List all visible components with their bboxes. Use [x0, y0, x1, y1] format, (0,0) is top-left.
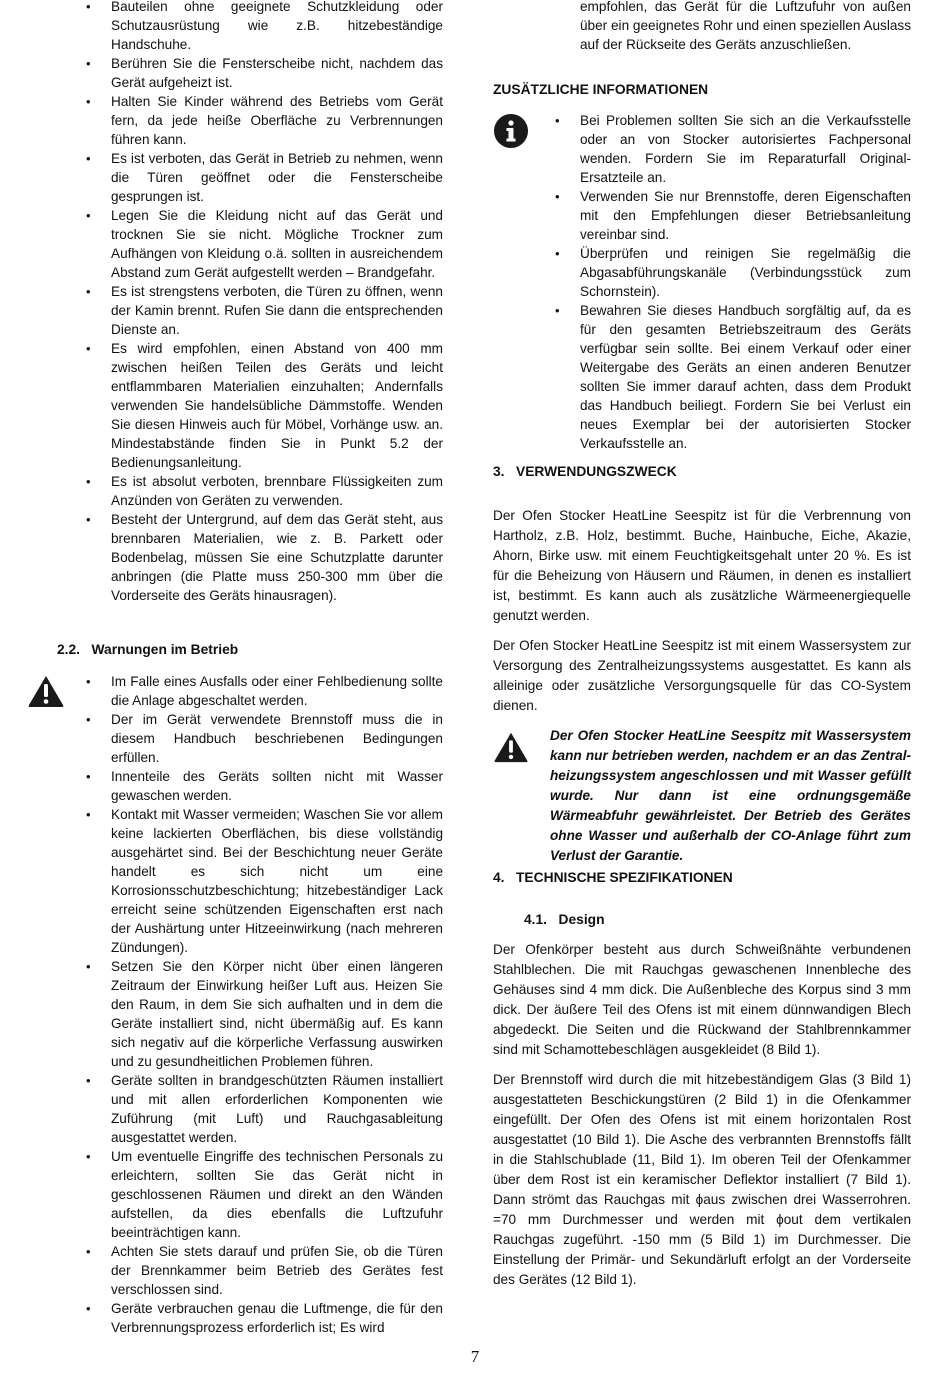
- section-4-1-heading: 4.1. Design: [524, 912, 605, 927]
- list-item: • Achten Sie stets darauf und prüfen Sie, ob die Türen der Brennkammer beim Betrieb des Gerätes fest verschlossen sind.: [111, 1242, 443, 1299]
- list-item: • Geräte verbrauchen genau die Luftmenge, die für den Verbrennungsprozess erforderlich ist; Es wird: [111, 1299, 443, 1337]
- info-circle-icon: [493, 113, 529, 154]
- list-item: • Legen Sie die Kleidung nicht auf das Gerät und trocknen Sie sie nicht. Mögliche Trockner zum Aufhängen von Kleidung o.ä. sollten in ausreichendem Abstand zum Gerät aufgestellt werden – Brandgefahr.: [111, 206, 443, 282]
- warning-triangle-icon: [493, 730, 529, 769]
- section-3-heading: 3. VERWENDUNGSZWECK: [493, 464, 677, 479]
- list-item: • Im Falle eines Ausfalls oder einer Fehlbedienung sollte die Anlage abgeschaltet werden.: [111, 672, 443, 710]
- list-item: • Es ist verboten, das Gerät in Betrieb zu nehmen, wenn die Türen geöffnet oder die Fensterscheibe gesprungen ist.: [111, 149, 443, 206]
- list-item: • Es ist strengstens verboten, die Türen zu öffnen, wenn der Kamin brennt. Rufen Sie dann die entsprechenden Dienste an.: [111, 282, 443, 339]
- section-4-1-paragraph-1: Der Ofenkörper besteht aus durch Schweißnähte verbundenen Stahlblechen. Die mit Rauchgas gewaschenen Innenbleche des Gehäuses sind 4 mm dick. Die Außenbleche des Korpus sind 3 mm dick. Der äußere Teil des Ofens ist mit einem dünnwandigen Blech abgedeckt. Die Seiten und die Rückwand der Stahlbrennkammer sind mit Schamottebeschlägen ausgekleidet (8 Bild 1).: [493, 942, 911, 1057]
- list-item: • Überprüfen und reinigen Sie regelmäßig die Abgasabführungskanäle (Verbindungsstück zum Schornstein).: [580, 244, 911, 301]
- list-item: • Kontakt mit Wasser vermeiden; Waschen Sie vor allem keine lackierten Oberflächen, bis diese vollständig ausgehärtet sind. Bei der Beschichtung neuer Geräte handelt es sich nicht um eine Korrosionsschutzbeschichtung; hitzebeständiger Lack erreicht seine schützenden Eigenschaften erst nach der Aushärtung unter Hitzeeinwirkung (nach mehreren Zündungen).: [111, 805, 443, 957]
- left-column: [40, 0, 443, 1335]
- list-item: • Innenteile des Geräts sollten nicht mit Wasser gewaschen werden.: [111, 767, 443, 805]
- list-item: • Der im Gerät verwendete Brennstoff muss die in diesem Handbuch beschriebenen Bedingungen erfüllen.: [111, 710, 443, 767]
- operation-list: [111, 672, 443, 1337]
- list-item: • Es ist absolut verboten, brennbare Flüssigkeiten zum Anzünden von Geräten zu verwenden.: [111, 472, 443, 510]
- list-item: • Bauteilen ohne geeignete Schutzkleidung oder Schutzausrüstung wie z.B. hitzebeständige Handschuhe.: [111, 0, 443, 54]
- list-item: • Halten Sie Kinder während des Betriebs vom Gerät fern, da jede heiße Oberfläche zu Verbrennungen führen kann.: [111, 92, 443, 149]
- warning-triangle-icon: [27, 674, 65, 713]
- intro-list: [111, 0, 443, 605]
- operation-warnings: [40, 672, 443, 1337]
- water-system-warning: Der Ofen Stocker HeatLine Seespitz mit Wassersystem kann nur betrieben werden, nachdem er an das Zentral-heizungssystem angeschlossen und mit Wasser gefüllt wurde. Nur dann ist eine ordnungsgemäße Wärmeabfuhr gewährleistet. Der Betrieb des Gerätes ohne Wasser und außerhalb der CO-Anlage führt zum Verlust der Garantie.: [550, 728, 911, 863]
- list-item: • Setzen Sie den Körper nicht über einen längeren Zeitraum der Einwirkung heißer Luft aus. Heizen Sie den Raum, in dem Sie sich aufhalten und in dem die Geräte installiert sind, nicht übermäßig auf. Es kann sich negativ auf die körperliche Verfassung auswirken und zu gesundheitlichen Problemen führen.: [111, 957, 443, 1071]
- list-item: • Bei Problemen sollten Sie sich an die Verkaufsstelle oder an von Stocker autorisiertes Fachpersonal wenden. Fordern Sie im Reparaturfall Original-Ersatzteile an.: [580, 111, 911, 187]
- section-4-heading: 4. TECHNISCHE SPEZIFIKATIONEN: [493, 870, 733, 885]
- list-item: • Berühren Sie die Fensterscheibe nicht, nachdem das Gerät aufgeheizt ist.: [111, 54, 443, 92]
- info-heading: ZUSÄTZLICHE INFORMATIONEN: [493, 82, 709, 97]
- section-2-2-heading: 2.2. Warnungen im Betrieb: [57, 642, 239, 657]
- list-item: • Bewahren Sie dieses Handbuch sorgfältig auf, da es für den gesamten Betriebszeitraum des Geräts verfügbar sein sollte. Bei einem Verkauf oder einer Weitergabe des Geräts an einen anderen Benutzer sollten Sie immer darauf achten, dass dem Produkt das Handbuch beiliegt. Fordern Sie bei Verlust ein neues Exemplar bei der autorisierten Stocker Verkaufsstelle an.: [580, 301, 911, 453]
- list-item: • Geräte sollten in brandgeschützten Räumen installiert und mit allen erforderlichen Komponenten wie Zuführung (mit Luft) und Rauchgasableitung ausgestattet werden.: [111, 1071, 443, 1147]
- info-list: [580, 111, 911, 453]
- section-3-paragraph-2: Der Ofen Stocker HeatLine Seespitz ist mit einem Wassersystem zur Versorgung des Zentralheizungssystems ausgestattet. Es kann als alleinige oder zusätzliche Versorgungsquelle für das CO-System dienen.: [493, 638, 911, 713]
- page-number: 7: [470, 1347, 480, 1366]
- continuation-paragraph: empfohlen, das Gerät für die Luftzufuhr von außen über ein geeignetes Rohr und einen speziellen Auslass auf der Rückseite des Geräts anzuschließen.: [580, 0, 912, 52]
- list-item: • Besteht der Untergrund, auf dem das Gerät steht, aus brennbaren Materialien, wie z. B. Parkett oder Bodenbelag, müssen Sie eine Schutzplatte darunter anbringen (die Platte muss 250-300 mm über die Vorderseite des Geräts hinausragen).: [111, 510, 443, 605]
- section-4-1-paragraph-2: Der Brennstoff wird durch die mit hitzebeständigem Glas (3 Bild 1) ausgestatteten Beschickungstüren (2 Bild 1) in die Ofenkammer eingefüllt. Der Ofen des Ofens ist mit einem horizontalen Rost ausgestattet (10 Bild 1). Die Asche des verbrannten Brennstoffs fällt in die Stahlschublade (11, Bild 1). Im oberen Teil der Ofenkammer über dem Rost ist ein keramischer Deflektor installiert (7 Bild 1). Dann strömt das Rauchgas mit ϕaus zwischen drei Wasserrohren. =70 mm Durchmesser und werden mit ϕout dem vertikalen Rauchgas zugeführt. -150 mm (5 Bild 1) im Durchmesser. Die Einstellung der Primär- und Sekundärluft erfolgt an der Vorderseite des Gerätes (12 Bild 1).: [493, 1072, 911, 1287]
- list-item: • Es wird empfohlen, einen Abstand von 400 mm zwischen heißen Teilen des Geräts und leicht entflammbaren Materialien einzuhalten; Andernfalls verwenden Sie handelsübliche Dämmstoffe. Wenden Sie diesen Hinweis auch für Möbel, Vorhänge usw. an. Mindestabstände finden Sie in Punkt 5.2 der Bedienungsanleitung.: [111, 339, 443, 472]
- list-item: • Um eventuelle Eingriffe des technischen Personals zu erleichtern, sollten Sie das Gerät nicht in geschlossenen Räumen und direkt an den Wänden aufstellen, da dies ebenfalls die Luftzufuhr beeinträchtigen kann.: [111, 1147, 443, 1242]
- section-3-paragraph-1: Der Ofen Stocker HeatLine Seespitz ist für die Verbrennung von Hartholz, z.B. Holz, bestimmt. Buche, Hainbuche, Eiche, Akazie, Ahorn, Birke usw. mit einem Feuchtigkeitsgehalt unter 20 %. Es ist für die Beheizung von Häusern und Räumen, in denen es installiert ist, bestimmt. Es kann auch als zusätzliche Wärmeenergiequelle genutzt werden.: [493, 508, 911, 623]
- list-item: • Verwenden Sie nur Brennstoffe, deren Eigenschaften mit den Empfehlungen dieser Betriebsanleitung vereinbar sind.: [580, 187, 911, 244]
